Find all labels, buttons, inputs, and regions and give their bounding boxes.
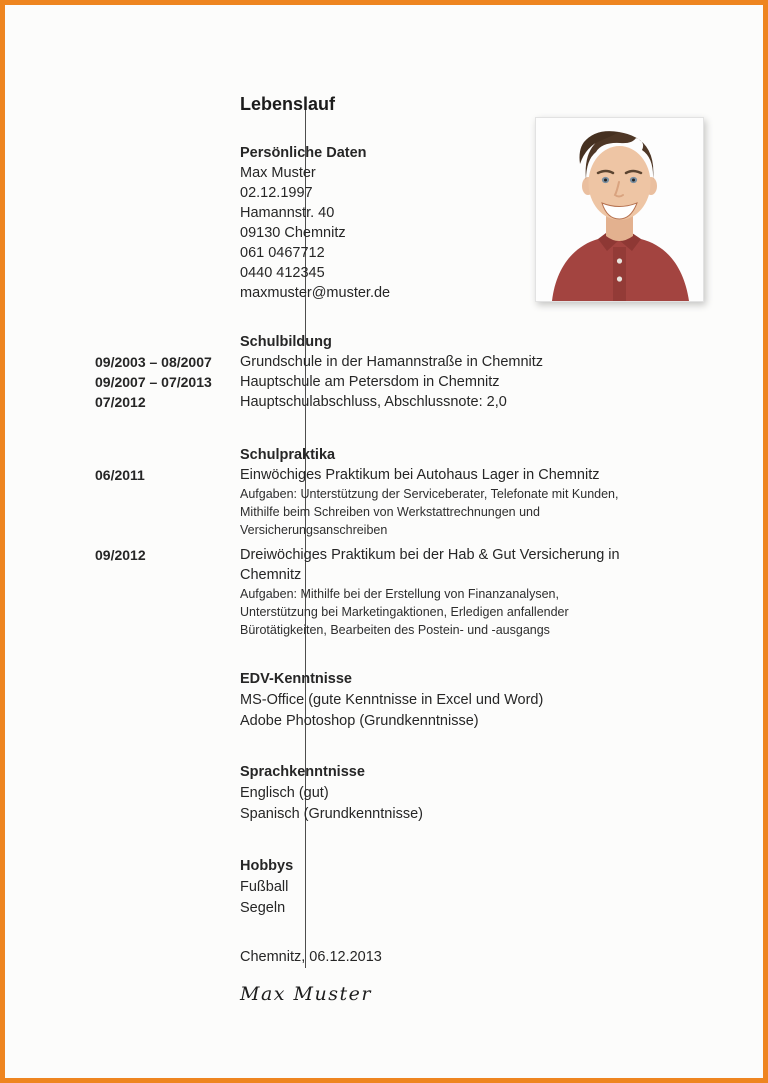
personal-heading: Persönliche Daten [240, 145, 367, 161]
education-row [5, 352, 763, 372]
it-skills-heading: EDV-Kenntnisse [240, 671, 352, 687]
page-title: Lebenslauf [240, 94, 336, 114]
date-range: 09/2012 [95, 547, 146, 563]
education-heading: Schulbildung [240, 334, 332, 350]
resume-content [5, 5, 763, 1006]
languages-heading: Sprachkenntnisse [240, 764, 365, 780]
personal-birthdate: 02.12.1997 [240, 185, 313, 201]
language-item: Spanisch (Grundkenntnisse) [240, 806, 423, 822]
language-item: Englisch (gut) [240, 785, 329, 801]
personal-phone-1: 061 0467712 [240, 245, 325, 261]
education-entry: Grundschule in der Hamannstraße in Chemnitz [240, 354, 544, 370]
hobby-item: Fußball [240, 879, 289, 895]
education-row [5, 392, 763, 412]
section-languages [5, 762, 763, 825]
date-range: 09/2007 – 07/2013 [95, 374, 212, 390]
section-personal [5, 143, 763, 303]
internship-row [5, 545, 763, 645]
date-range: 07/2012 [95, 394, 146, 410]
personal-street: Hamannstr. 40 [240, 205, 335, 221]
internship-row [5, 465, 763, 545]
education-entry: Hauptschulabschluss, Abschlussnote: 2,0 [240, 394, 507, 410]
section-hobbies [5, 856, 763, 919]
internship-title: Dreiwöchiges Praktikum bei der Hab & Gut Versicherung in Chemnitz [240, 547, 620, 583]
signature: Max Muster [240, 983, 372, 1005]
education-row [5, 372, 763, 392]
date-range: 09/2003 – 08/2007 [95, 354, 212, 370]
internship-title: Einwöchiges Praktikum bei Autohaus Lager in Chemnitz [240, 467, 600, 483]
internships-heading: Schulpraktika [240, 447, 336, 463]
section-education [5, 332, 763, 412]
internship-details: Aufgaben: Mithilfe bei der Erstellung von Finanzanalysen, Unterstützung bei Marketingaktionen, Erledigen anfallender Bürotätigkeiten, Bearbeiten des Postein- und -ausgangs [240, 587, 569, 637]
it-skill-item: Adobe Photoshop (Grundkenntnisse) [240, 713, 479, 729]
place-and-date: Chemnitz, 06.12.2013 [240, 949, 382, 965]
internship-details: Aufgaben: Unterstützung der Serviceberater, Telefonate mit Kunden, Mithilfe beim Schreiben von Werkstattrechnungen und Versicherungsanschreiben [240, 487, 619, 537]
section-internships [5, 445, 763, 645]
personal-name: Max Muster [240, 165, 316, 181]
personal-email: maxmuster@muster.de [240, 285, 391, 301]
it-skill-item: MS-Office (gute Kenntnisse in Excel und Word) [240, 692, 544, 708]
personal-city: 09130 Chemnitz [240, 225, 346, 241]
hobbies-heading: Hobbys [240, 858, 294, 874]
date-range: 06/2011 [95, 467, 145, 483]
education-entry: Hauptschule am Petersdom in Chemnitz [240, 374, 500, 390]
section-it-skills [5, 669, 763, 732]
hobby-item: Segeln [240, 900, 286, 916]
personal-phone-2: 0440 412345 [240, 265, 325, 281]
